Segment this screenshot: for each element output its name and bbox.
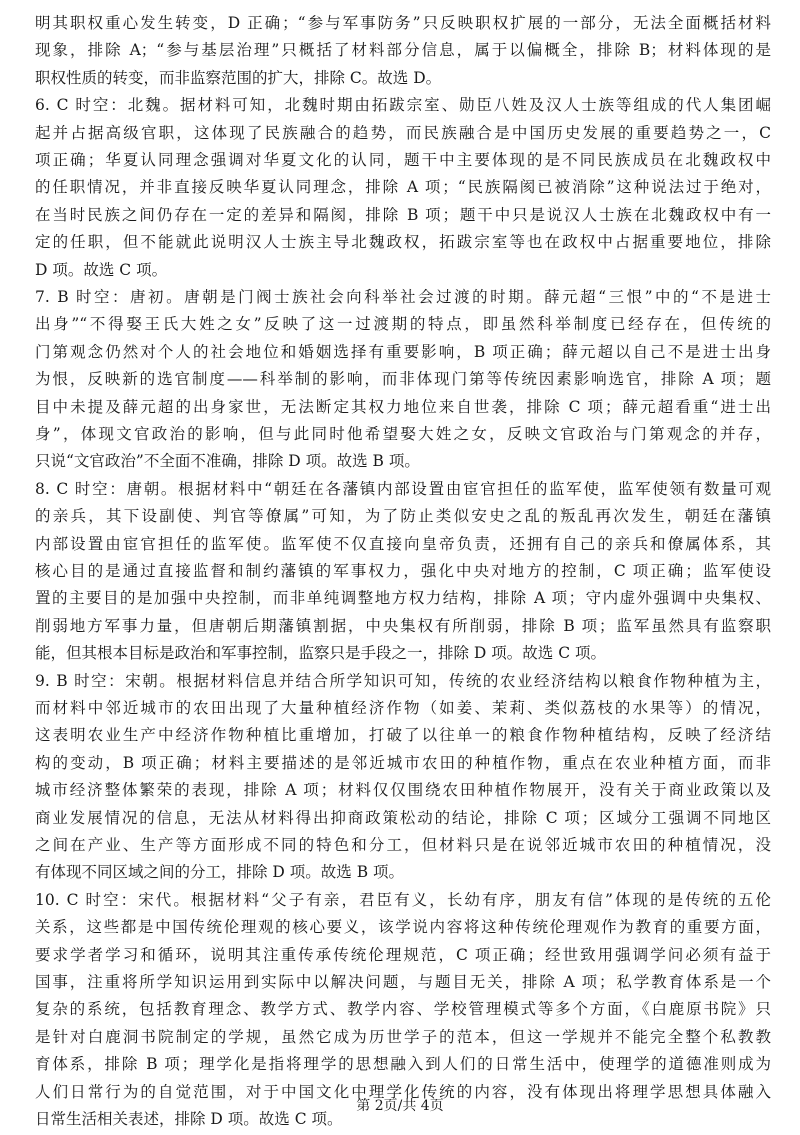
text-line: 目中未提及薛元超的出身家世，无法断定其权力地位来自世袭，排除 C 项；薛元超看重“进士出 — [35, 397, 771, 416]
text-line: 育体系，排除 B 项；理学化是指将理学的思想融入到人们的日常生活中，使理学的道德准则成为 — [35, 1055, 771, 1074]
text-line: 起并占据高级官职，这体现了民族融合的趋势，而民族融合是中国历史发展的重要趋势之一，C — [35, 123, 771, 142]
text-line: 门第观念仍然对个人的社会地位和婚姻选择有重要影响，B 项正确；薛元超以自己不是进士出身 — [35, 342, 771, 361]
text-line: 8. C 时空：唐朝。根据材料中“朝廷在各藩镇内部设置由宦官担任的监军使，监军使领有数量可观 — [35, 479, 771, 498]
text-line: 内部设置由宦官担任的监军使。监军使不仅直接向皇帝负责，还拥有自己的亲兵和僚属体系，其 — [35, 534, 771, 553]
text-line: 构的变动，B 项正确；材料主要描述的是邻近城市农田的种植作物，重点在农业种植方面，而非 — [35, 753, 771, 772]
text-line: 项正确；华夏认同理念强调对华夏文化的认同，题干中主要体现的是不同民族成员在北魏政权中 — [35, 151, 771, 169]
text-line: 的亲兵，其下设副使、判官等僚属”可知，为了防止类似安史之乱的叛乱再次发生，朝廷在藩镇 — [35, 507, 771, 526]
text-line: 有体现不同区域之间的分工，排除 D 项。故选 B 项。 — [35, 863, 405, 882]
text-line: 日常生活相关表述，排除 D 项。故选 C 项。 — [35, 1110, 343, 1128]
text-line: 出身”“不得娶王氏大姓之女”反映了这一过渡期的特点，即虽然科举制度已经存在，但传统的 — [35, 315, 771, 334]
text-line: 只说“文官政治”不全面不准确，排除 D 项。故选 B 项。 — [35, 452, 420, 471]
text-line: 是针对白鹿洞书院制定的学规，虽然它成为历世学子的范本，但这一学规并不能完全整个私教教 — [35, 1027, 771, 1046]
text-line: 商业发展情况的信息，无法从材料得出抑商政策松动的结论，排除 C 项；区域分工强调不同地区 — [35, 808, 771, 827]
text-line: 而材料中邻近城市的农田出现了大量种植经济作物（如姜、茉莉、类似荔枝的水果等）的情况， — [35, 699, 771, 717]
text-line: 定的任职，但不能就此说明汉人士族主导北魏政权，拓跋宗室等也在政权中占据重要地位，排除 — [35, 233, 771, 252]
text-line: 身”，体现文官政治的影响，但与此同时他希望娶大姓之女，反映文官政治与门第观念的并存， — [35, 425, 771, 443]
text-line: 关系，这些都是中国传统伦理观的核心要义，该学说内容将这种传统伦理观作为教育的重要方面， — [35, 918, 771, 937]
page-footer: 第 2页/共 4页 — [356, 1098, 444, 1114]
text-line: 核心目的是通过直接监督和制约藩镇的军事权力，强化中央对地方的控制，C 项正确；监军使设 — [35, 562, 771, 580]
text-line: 这表明农业生产中经济作物种植比重增加，打破了以往单一的粮食作物种植结构，反映了经济结 — [35, 726, 771, 745]
text-line: 明其职权重心发生转变，D 正确；“参与军事防务”只反映职权扩展的一部分，无法全面概括材料 — [35, 14, 771, 32]
text-line: 削弱地方军事力量，但唐朝后期藩镇割据，中央集权有所削弱，排除 B 项；监军虽然具有监察职 — [35, 616, 771, 635]
text-line: 6. C 时空：北魏。据材料可知，北魏时期由拓跋宗室、勋臣八姓及汉人士族等组成的代人集团崛 — [35, 96, 771, 115]
text-line: 现象，排除 A；“参与基层治理”只概括了材料部分信息，属于以偏概全，排除 B；材料体现的是 — [35, 41, 771, 60]
text-line: 10. C 时空：宋代。根据材料“父子有亲，君臣有义，长幼有序，朋友有信”体现的是传统的五伦 — [35, 890, 771, 909]
text-line: 置的主要目的是加强中央控制，而非单纯调整地方权力结构，排除 A 项；守内虚外强调中央集权、 — [35, 589, 771, 608]
text-line: 要求学者学习和循环，说明其注重传承传统伦理规范，C 项正确；经世致用强调学问必须有益于 — [35, 945, 771, 964]
text-line: 7. B 时空：唐初。唐朝是门阀士族社会向科举社会过渡的时期。薛元超“三恨”中的“不是进士 — [35, 288, 771, 306]
text-line: 在当时民族之间仍存在一定的差异和隔阂，排除 B 项；题干中只是说汉人士族在北魏政权中有一 — [35, 205, 771, 224]
text-line: 复杂的系统，包括教育理念、教学方式、教学内容、学校管理模式等多个方面，《白鹿原书院》只 — [35, 1000, 771, 1019]
text-line: D 项。故选 C 项。 — [35, 260, 168, 279]
text-line: 为恨，反映新的选官制度——科举制的影响，而非体现门第等传统因素影响选官，排除 A 项；题 — [35, 370, 771, 389]
text-line: 职权性质的转变，而非监察范围的扩大，排除 C。故选 D。 — [35, 68, 442, 87]
text-line: 国事，注重将所学知识运用到实际中以解决问题，与题目无关，排除 A 项；私学教育体系是一个 — [35, 973, 771, 991]
text-line: 的任职情况，并非直接反映华夏认同理念，排除 A 项；“民族隔阂已被消除”这种说法过于绝对， — [35, 178, 771, 197]
text-line: 城市经济整体繁荣的表现，排除 A 项；材料仅仅围绕农田种植作物展开，没有关于商业政策以及 — [35, 781, 771, 800]
text-line: 人们日常行为的自觉范围，对于中国文化中理学化传统的内容，没有体现出将理学思想具体融入 — [35, 1082, 771, 1101]
text-line: 9. B 时空：宋朝。根据材料信息并结合所学知识可知，传统的农业经济结构以粮食作物种植为主， — [35, 671, 771, 690]
text-line: 之间在产业、生产等方面形成不同的特色和分工，但材料只是在说邻近城市农田的种植情况，没 — [35, 836, 771, 854]
text-line: 能，但其根本目标是政治和军事控制，监察只是手段之一，排除 D 项。故选 C 项。 — [35, 644, 606, 663]
